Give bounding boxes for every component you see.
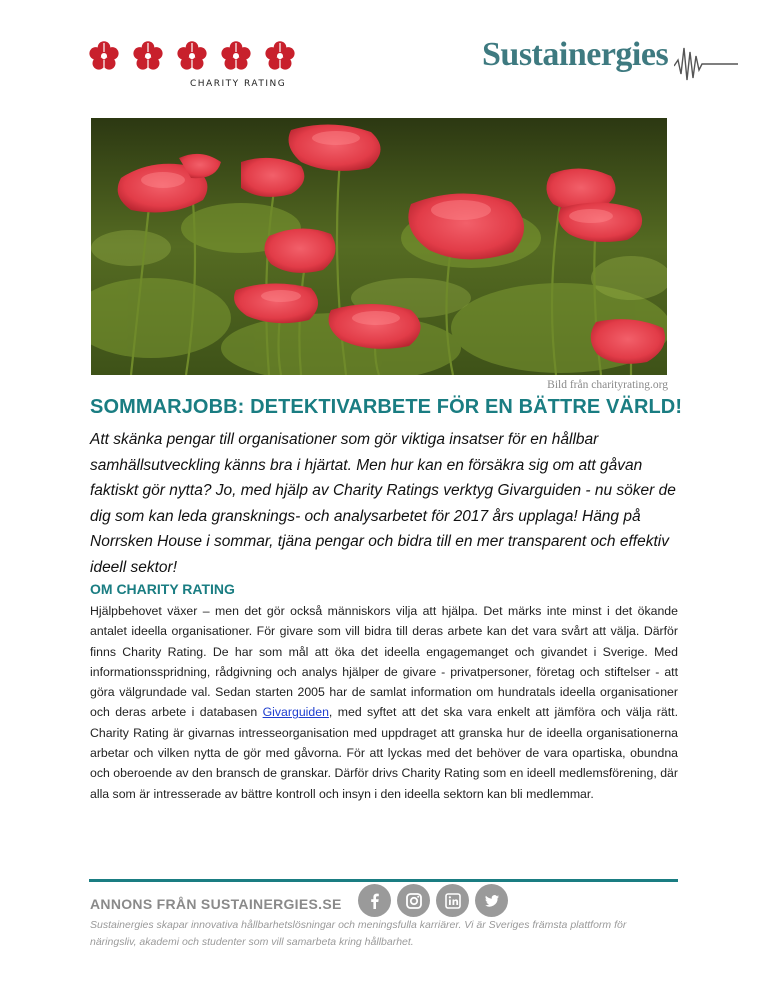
sustainergies-logo-text: Sustainergies	[482, 36, 669, 73]
body-text-part-2: , med syftet att det ska vara enkelt att jämföra och välja rätt. Charity Rating är givarnas intresseorganisation med uppdraget att granska hur de ideella organisationerna arbetar och vilken nytta de gör med gåvorna. För att lyckas med det behöver de vara opartiska, obundna och oberoende av den bransch de granskar. Därför drivs Charity Rating som en ideell medlemsförening, där alla som är intresserade av bättre kontroll och insyn i den ideella sektorn kan bli medlemmar.	[90, 705, 678, 801]
footer-divider	[89, 879, 678, 882]
social-icons	[358, 884, 508, 917]
charity-rating-label: CHARITY RATING	[190, 79, 287, 89]
section-title: OM CHARITY RATING	[90, 581, 235, 597]
article-body	[90, 601, 678, 804]
flower-icon	[264, 40, 296, 72]
twitter-icon[interactable]	[475, 884, 508, 917]
ad-body: Sustainergies skapar innovativa hållbarhetslösningar och meningsfulla karriärer. Vi är Sveriges främsta plattform för näringsliv, akademi och studenter som vill samarbeta kring hållbarhet.	[90, 919, 627, 948]
rating-flowers	[88, 40, 303, 72]
body-text-part-1: Hjälpbehovet växer – men det gör också människors vilja att hjälpa. Det märks inte minst i det ökande antalet ideella organisationer. För givare som vill bidra till deras arbete kan det vara svårt att välja. Därför finns Charity Rating. De har som mål att öka det ideella engagemanget och givandet i Sverige. Med informationsspridning, rådgivning och analys hjälper de givare - privatpersoner, företag och stiftelser - att göra välgrundade val. Sedan starten 2005 har de samlat information om hundratals ideella organisationer och deras arbete i databasen	[90, 604, 678, 720]
facebook-icon[interactable]	[358, 884, 391, 917]
sustainergies-logo	[478, 36, 740, 86]
linkedin-icon[interactable]	[436, 884, 469, 917]
charity-rating-logo	[88, 40, 303, 92]
ad-title: ANNONS FRÅN SUSTAINERGIES.SE	[90, 896, 342, 912]
flower-icon	[220, 40, 252, 72]
image-caption: Bild från charityrating.org	[547, 379, 668, 391]
hero-image	[91, 118, 667, 375]
flower-icon	[132, 40, 164, 72]
givarguiden-link[interactable]: Givarguiden	[262, 705, 329, 720]
poppies-illustration	[91, 118, 667, 375]
article-lead: Att skänka pengar till organisationer som gör viktiga insatser för en hållbar samhällsutveckling känns bra i hjärtat. Men hur kan en försäkra sig om att gåvan faktiskt gör nytta? Jo, med hjälp av Charity Ratings verktyg Givarguiden - nu söker de dig som kan leda gransknings- och analysarbetet för 2017 års upplaga! Häng på Norrsken House i sommar, tjäna pengar och bidra till en mer transparent och effektiv ideell sektor!	[90, 431, 676, 576]
flower-icon	[176, 40, 208, 72]
flower-icon	[88, 40, 120, 72]
instagram-icon[interactable]	[397, 884, 430, 917]
article-headline: SOMMARJOBB: DETEKTIVARBETE FÖR EN BÄTTRE VÄRLD!	[90, 396, 683, 418]
waveform-icon	[674, 40, 738, 84]
